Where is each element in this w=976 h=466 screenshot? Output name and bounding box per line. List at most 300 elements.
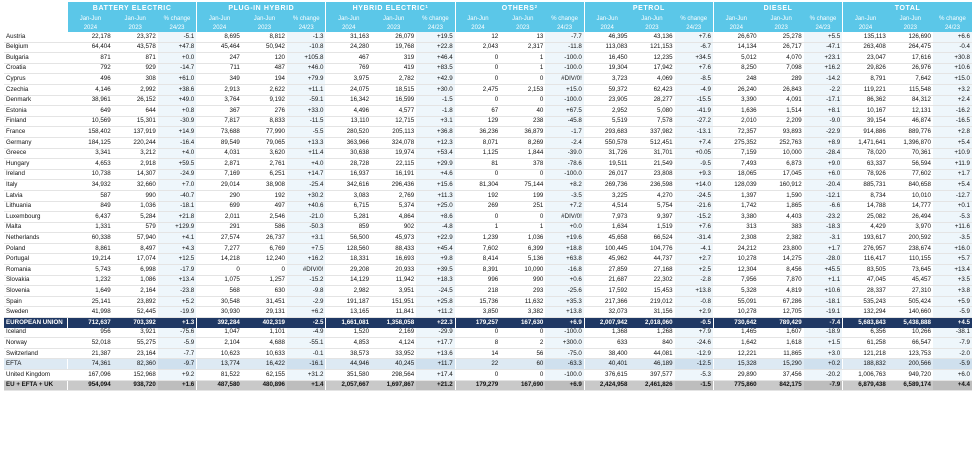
table-row (4, 106, 972, 117)
pct-change-cell: +3.2 (933, 84, 972, 95)
eu-total-row (4, 318, 972, 328)
registration-value: 2,769 (371, 190, 416, 201)
pct-change-cell: +45.4 (416, 243, 455, 254)
country-name: EU + EFTA + UK (4, 380, 68, 391)
group-header (455, 2, 584, 14)
registration-value: 132,294 (843, 307, 888, 318)
pct-change-cell: -12.1 (804, 190, 843, 201)
registration-value: 914,886 (843, 127, 888, 138)
registration-value: 319 (371, 53, 416, 64)
registration-value: 23,164 (113, 348, 158, 359)
registration-value: 31,701 (629, 148, 674, 159)
pct-change-cell: -12.7 (933, 190, 972, 201)
pct-change-cell: +10.9 (933, 148, 972, 159)
pct-change-cell: -17.1 (804, 95, 843, 106)
registration-value: 8,414 (455, 254, 500, 265)
group-header-label: PLUG-IN HYBRID (228, 4, 295, 12)
registration-value: 5,683,843 (843, 318, 888, 328)
country-name: Switzerland (4, 348, 68, 359)
registration-value: 14,134 (713, 42, 758, 53)
table-row (4, 42, 972, 53)
pct-change-cell: +1.4 (287, 380, 326, 391)
pct-change-cell: +0.6 (545, 275, 584, 286)
registration-value: 47,045 (843, 275, 888, 286)
registration-value: 3,083 (326, 190, 371, 201)
registration-value: 29,208 (326, 265, 371, 276)
registration-value: 1,607 (759, 328, 804, 338)
pct-change-cell: +129.9 (158, 222, 197, 233)
registration-value: 1,844 (500, 148, 545, 159)
registration-value: 23,892 (113, 296, 158, 307)
registration-value: 252,763 (759, 137, 804, 148)
registration-value: 37,456 (759, 370, 804, 381)
registration-value: 269 (455, 201, 500, 212)
period-header: Jan-Jun (713, 14, 758, 23)
registrations-table-page (0, 2, 976, 466)
registration-value: 264,475 (888, 42, 933, 53)
table-row (4, 32, 972, 42)
registration-value: 40 (500, 106, 545, 117)
table-row (4, 243, 972, 254)
country-name: Slovenia (4, 286, 68, 297)
registration-value: 6,769 (242, 243, 287, 254)
pct-change-cell: -16.8 (545, 265, 584, 276)
registration-value: 220,244 (113, 137, 158, 148)
registration-value: 28,337 (843, 286, 888, 297)
registration-value: 1,649 (68, 286, 113, 297)
registration-value: 3,764 (197, 95, 242, 106)
registration-value: 954,094 (68, 380, 113, 391)
registration-value: 248 (713, 74, 758, 85)
pct-change-cell: -2.9 (287, 296, 326, 307)
registration-value: 22,178 (68, 32, 113, 42)
pct-change-cell: -3.1 (804, 233, 843, 244)
registration-value: 17,616 (888, 53, 933, 64)
pct-change-cell: -2.4 (545, 137, 584, 148)
pct-change-cell: -100.0 (545, 169, 584, 180)
registration-value: 383 (759, 222, 804, 233)
country-name: Latvia (4, 190, 68, 201)
pct-change-cell: -24.5 (675, 190, 714, 201)
registration-value: 2,918 (113, 159, 158, 170)
registration-value: 1 (500, 222, 545, 233)
pct-change-cell: -1.8 (416, 106, 455, 117)
registration-value: 8,695 (197, 32, 242, 42)
registration-value: 1,618 (759, 338, 804, 349)
registration-value: 0 (455, 53, 500, 64)
registration-value: 1,636 (713, 106, 758, 117)
pct-change-cell: +6.9 (545, 380, 584, 391)
registration-value: 1,368 (584, 328, 629, 338)
registration-value: 14,777 (888, 201, 933, 212)
registration-value: 293,683 (584, 127, 629, 138)
registration-value: 269,736 (584, 180, 629, 191)
pct-change-cell: -16.2 (933, 106, 972, 117)
registration-value: 8,250 (713, 63, 758, 74)
group-header-label: OTHERS (501, 4, 535, 12)
pct-change-cell: +0.8 (158, 106, 197, 117)
registration-value: 0 (500, 370, 545, 381)
table-row (4, 338, 972, 349)
registration-value: 192 (242, 190, 287, 201)
registration-value: 7,169 (197, 169, 242, 180)
registration-value: 24,075 (326, 84, 371, 95)
registration-value: 25,082 (843, 212, 888, 223)
registration-value: 247 (197, 53, 242, 64)
pct-change-cell: +18.3 (416, 275, 455, 286)
registration-value: 4,091 (759, 95, 804, 106)
registration-value: 0 (197, 265, 242, 276)
registration-value: 57,940 (113, 233, 158, 244)
registration-value: 840 (629, 338, 674, 349)
registration-value: 30,930 (197, 307, 242, 318)
registration-value: 10,010 (888, 190, 933, 201)
pct-change-cell: +29.9 (416, 159, 455, 170)
registration-value: 308 (113, 74, 158, 85)
registration-value: 6,399 (500, 243, 545, 254)
country-name: Croatia (4, 63, 68, 74)
pct-change-cell: +25.8 (416, 296, 455, 307)
registration-value: 8,391 (455, 265, 500, 276)
pct-change-cell: +9.3 (675, 169, 714, 180)
pct-change-cell: +14.9 (158, 127, 197, 138)
registration-value: 158,402 (68, 127, 113, 138)
pct-change-cell: -17.9 (158, 265, 197, 276)
pct-change-cell: -59.1 (287, 95, 326, 106)
registration-value: 21,687 (584, 275, 629, 286)
registration-value: 2,018,060 (629, 318, 674, 328)
pct-change-cell: -19.9 (158, 307, 197, 318)
registration-value: 63,337 (843, 159, 888, 170)
registration-value: 40,401 (584, 359, 629, 370)
country-name: Austria (4, 32, 68, 42)
registration-value: 1,519 (629, 222, 674, 233)
registration-value: 7,277 (197, 243, 242, 254)
pct-change-cell: +10.6 (933, 63, 972, 74)
pct-change-cell: +13.8 (675, 286, 714, 297)
group-header (713, 2, 842, 14)
pct-change-cell: +2.9 (675, 307, 714, 318)
registration-value: 1,086 (113, 275, 158, 286)
registration-value: 280,520 (326, 127, 371, 138)
year-header: 2024 (843, 23, 888, 32)
pct-change-cell: -100.0 (545, 63, 584, 74)
registration-value: 79,065 (242, 137, 287, 148)
registration-value: 378 (500, 159, 545, 170)
pct-change-cell: -29.9 (416, 328, 455, 338)
year-header: 2024 (197, 23, 242, 32)
table-row (4, 296, 972, 307)
country-name: Italy (4, 180, 68, 191)
pct-change-cell: +63.8 (545, 254, 584, 265)
registration-value: 81 (455, 159, 500, 170)
country-name: Norway (4, 338, 68, 349)
registration-value: 1,742 (713, 201, 758, 212)
registration-value: 2,317 (500, 42, 545, 53)
group-header (584, 2, 713, 14)
registration-value: 938,720 (113, 380, 158, 391)
pct-change-cell: +9.2 (158, 370, 197, 381)
year-header: 2024 (584, 23, 629, 32)
registration-value: 8 (455, 338, 500, 349)
registration-value: 568 (197, 286, 242, 297)
registration-value: 100,445 (584, 243, 629, 254)
registration-value: 73,645 (888, 265, 933, 276)
group-header-label: PETROL (632, 4, 665, 12)
registration-value: 167,690 (500, 380, 545, 391)
registration-value: 40,245 (371, 359, 416, 370)
registration-value: 6,998 (113, 265, 158, 276)
pct-change-cell: +1.1 (804, 275, 843, 286)
pct-change-cell: +5.4 (933, 137, 972, 148)
registration-value: 45,658 (584, 233, 629, 244)
pct-change-cell: -2.0 (933, 348, 972, 359)
pct-change-cell: +6.2 (287, 307, 326, 318)
registration-value: 67,286 (759, 296, 804, 307)
pct-change-cell: +22.3 (416, 318, 455, 328)
pct-change-cell: -27.2 (675, 116, 714, 127)
registration-value: 0 (455, 95, 500, 106)
registration-value: 2,169 (371, 328, 416, 338)
registration-value: 1,075 (197, 275, 242, 286)
registration-value: 6,873 (759, 159, 804, 170)
registration-value: 6,715 (326, 201, 371, 212)
registration-value: 192 (455, 190, 500, 201)
registration-value: 1,331 (68, 222, 113, 233)
country-name: Estonia (4, 106, 68, 117)
table-row (4, 148, 972, 159)
registration-value: 13,110 (326, 116, 371, 127)
pct-change-cell: +5.7 (933, 254, 972, 265)
pct-change-cell: +7.6 (675, 32, 714, 42)
registration-value: 419 (371, 63, 416, 74)
table-row (4, 348, 972, 359)
pct-change-cell: -41.9 (675, 106, 714, 117)
registration-value: 1,465 (713, 328, 758, 338)
pct-change-cell: +1.7 (804, 243, 843, 254)
country-name: Belgium (4, 42, 68, 53)
registration-value: 86,362 (843, 95, 888, 106)
registration-value: 2,761 (242, 159, 287, 170)
registration-value: 7,098 (759, 63, 804, 74)
registration-value: 775,860 (713, 380, 758, 391)
pct-change-cell: -18.1 (158, 201, 197, 212)
table-row (4, 63, 972, 74)
registration-value: 24,280 (326, 42, 371, 53)
country-name: Poland (4, 243, 68, 254)
registration-value: 5,754 (629, 201, 674, 212)
pct-change-cell: -55.1 (287, 338, 326, 349)
pct-change-cell: +30.0 (416, 84, 455, 95)
period-header: Jan-Jun (371, 14, 416, 23)
registration-value: 12,221 (713, 348, 758, 359)
pct-change-cell: -9.5 (675, 159, 714, 170)
registration-value: 337,982 (629, 127, 674, 138)
registration-value: 188,832 (843, 359, 888, 370)
registration-value: 116,417 (843, 254, 888, 265)
period-header: Jan-Jun (584, 14, 629, 23)
registration-value: 293 (500, 286, 545, 297)
pct-change-cell: +0.0 (545, 222, 584, 233)
pct-change-cell: -100.0 (545, 95, 584, 106)
pct-change-cell: +23.1 (804, 53, 843, 64)
pct-change-cell: -6.6 (804, 201, 843, 212)
registration-value: 1,047 (197, 328, 242, 338)
registration-value: 84,312 (888, 95, 933, 106)
registration-value: 1,590 (759, 190, 804, 201)
registration-value: 5,328 (713, 286, 758, 297)
registration-value: 630 (242, 286, 287, 297)
pct-change-cell: -7.7 (545, 32, 584, 42)
pct-change-cell: +22.8 (416, 42, 455, 53)
pct-change-cell: +53.4 (416, 148, 455, 159)
pct-change-header: % change (158, 14, 197, 23)
registration-value: 289 (759, 74, 804, 85)
registration-value: 52,018 (68, 338, 113, 349)
pct-change-cell: -22.9 (804, 127, 843, 138)
registration-value: 77,602 (888, 169, 933, 180)
registration-value: 217,366 (584, 296, 629, 307)
registration-value: 2,007,942 (584, 318, 629, 328)
pct-change-cell: +79.9 (287, 74, 326, 85)
country-name: EUROPEAN UNION (4, 318, 68, 328)
pct-change-cell: -20.4 (804, 180, 843, 191)
registration-value: 167,096 (68, 370, 113, 381)
registration-value: 3,620 (242, 148, 287, 159)
registration-value: 0 (500, 74, 545, 85)
pct-change-cell: -45.8 (545, 116, 584, 127)
pct-change-cell: +1.7 (933, 169, 972, 180)
country-name: Finland (4, 116, 68, 127)
registration-value: 2,546 (242, 212, 287, 223)
country-name: Slovakia (4, 275, 68, 286)
registration-value: 0 (500, 328, 545, 338)
registration-value: 38,573 (326, 348, 371, 359)
registration-value: 66,547 (888, 338, 933, 349)
registration-value: 25,278 (759, 32, 804, 42)
registration-value: 45,464 (197, 42, 242, 53)
registration-value: 200,592 (888, 233, 933, 244)
registration-value: 238 (500, 116, 545, 127)
registration-value: 487,580 (197, 380, 242, 391)
country-name: Greece (4, 148, 68, 159)
registration-value: 31,156 (629, 307, 674, 318)
year-header: 2023 (759, 23, 804, 32)
registration-value: 70,361 (888, 148, 933, 159)
country-name: Czechia (4, 84, 68, 95)
registration-value: 586 (242, 222, 287, 233)
registration-value: 711 (197, 63, 242, 74)
registration-value: 46,874 (888, 116, 933, 127)
registration-value: 1,036 (113, 201, 158, 212)
pct-change-header: % change (804, 14, 843, 23)
registration-value: 151,951 (371, 296, 416, 307)
pct-change-cell: -12.5 (675, 359, 714, 370)
registration-value: 56 (500, 348, 545, 359)
registration-value: 89,549 (197, 137, 242, 148)
pct-change-cell: +1.5 (804, 338, 843, 349)
period-header: Jan-Jun (888, 14, 933, 23)
pct-change-cell: -0.4 (933, 42, 972, 53)
pct-change-cell: +13.4 (933, 265, 972, 276)
country-name: Portugal (4, 254, 68, 265)
pct-change-cell: -19.1 (804, 307, 843, 318)
registration-value: 38,908 (242, 180, 287, 191)
pct-change-cell: +7.6 (675, 222, 714, 233)
registration-value: 19,304 (584, 63, 629, 74)
registration-value: 633 (584, 338, 629, 349)
registration-value: 28,728 (326, 159, 371, 170)
pct-change-cell: -1.5 (416, 95, 455, 106)
registration-value: 44,081 (629, 348, 674, 359)
year-header: 2024 (326, 23, 371, 32)
pct-change-cell: -24.6 (675, 338, 714, 349)
registration-value: 26,717 (759, 42, 804, 53)
table-row (4, 307, 972, 318)
pct-change-cell: -15.2 (675, 212, 714, 223)
pct-change-cell: -7.4 (804, 318, 843, 328)
registration-value: 8,791 (843, 74, 888, 85)
pct-change-cell: -38.1 (933, 328, 972, 338)
registration-value: 38,400 (584, 348, 629, 359)
pct-change-cell: +2.4 (933, 95, 972, 106)
registration-value: 129 (455, 116, 500, 127)
registration-value: 1,471,641 (843, 137, 888, 148)
registration-value: 29,890 (713, 370, 758, 381)
pct-change-cell: -9.0 (804, 116, 843, 127)
registration-value: 363,966 (326, 137, 371, 148)
registration-value: 19,974 (371, 148, 416, 159)
registration-value: 7,159 (713, 148, 758, 159)
registration-value: 14,129 (326, 275, 371, 286)
country-name: Iceland (4, 328, 68, 338)
registration-value: 2,622 (242, 84, 287, 95)
registration-value: 5,519 (584, 116, 629, 127)
registration-value: 26,079 (371, 32, 416, 42)
pct-change-cell: +0.2 (804, 359, 843, 370)
registration-value: 30,638 (326, 148, 371, 159)
registration-value: 7,602 (455, 243, 500, 254)
registration-value: 17,592 (584, 286, 629, 297)
pct-years-header: 24/23 (804, 23, 843, 32)
pct-change-cell: +35.3 (545, 296, 584, 307)
registration-value: 497 (242, 201, 287, 212)
registration-value: 0 (455, 328, 500, 338)
registration-value: 23,808 (629, 169, 674, 180)
pct-change-cell: +21.2 (416, 380, 455, 391)
registration-value: 990 (113, 190, 158, 201)
registration-value: 769 (326, 63, 371, 74)
registration-value: 31,726 (584, 148, 629, 159)
pct-change-cell: -40.7 (158, 190, 197, 201)
registration-value: 7,817 (197, 116, 242, 127)
registration-value: 1,232 (68, 275, 113, 286)
pct-change-cell: +8.2 (545, 180, 584, 191)
registration-value: 25,141 (68, 296, 113, 307)
group-header (843, 2, 972, 14)
country-name: Luxembourg (4, 212, 68, 223)
pct-change-cell: -18.3 (804, 222, 843, 233)
pct-change-cell: +30.2 (287, 190, 326, 201)
registration-value: 6,879,438 (843, 380, 888, 391)
pct-change-cell: +22.9 (416, 233, 455, 244)
registration-value: 2,164 (113, 286, 158, 297)
registration-value: 0 (455, 169, 500, 180)
period-header: Jan-Jun (197, 14, 242, 23)
pct-change-cell: -0.1 (287, 348, 326, 359)
registration-value: 30,548 (197, 296, 242, 307)
registration-value: 397,577 (629, 370, 674, 381)
